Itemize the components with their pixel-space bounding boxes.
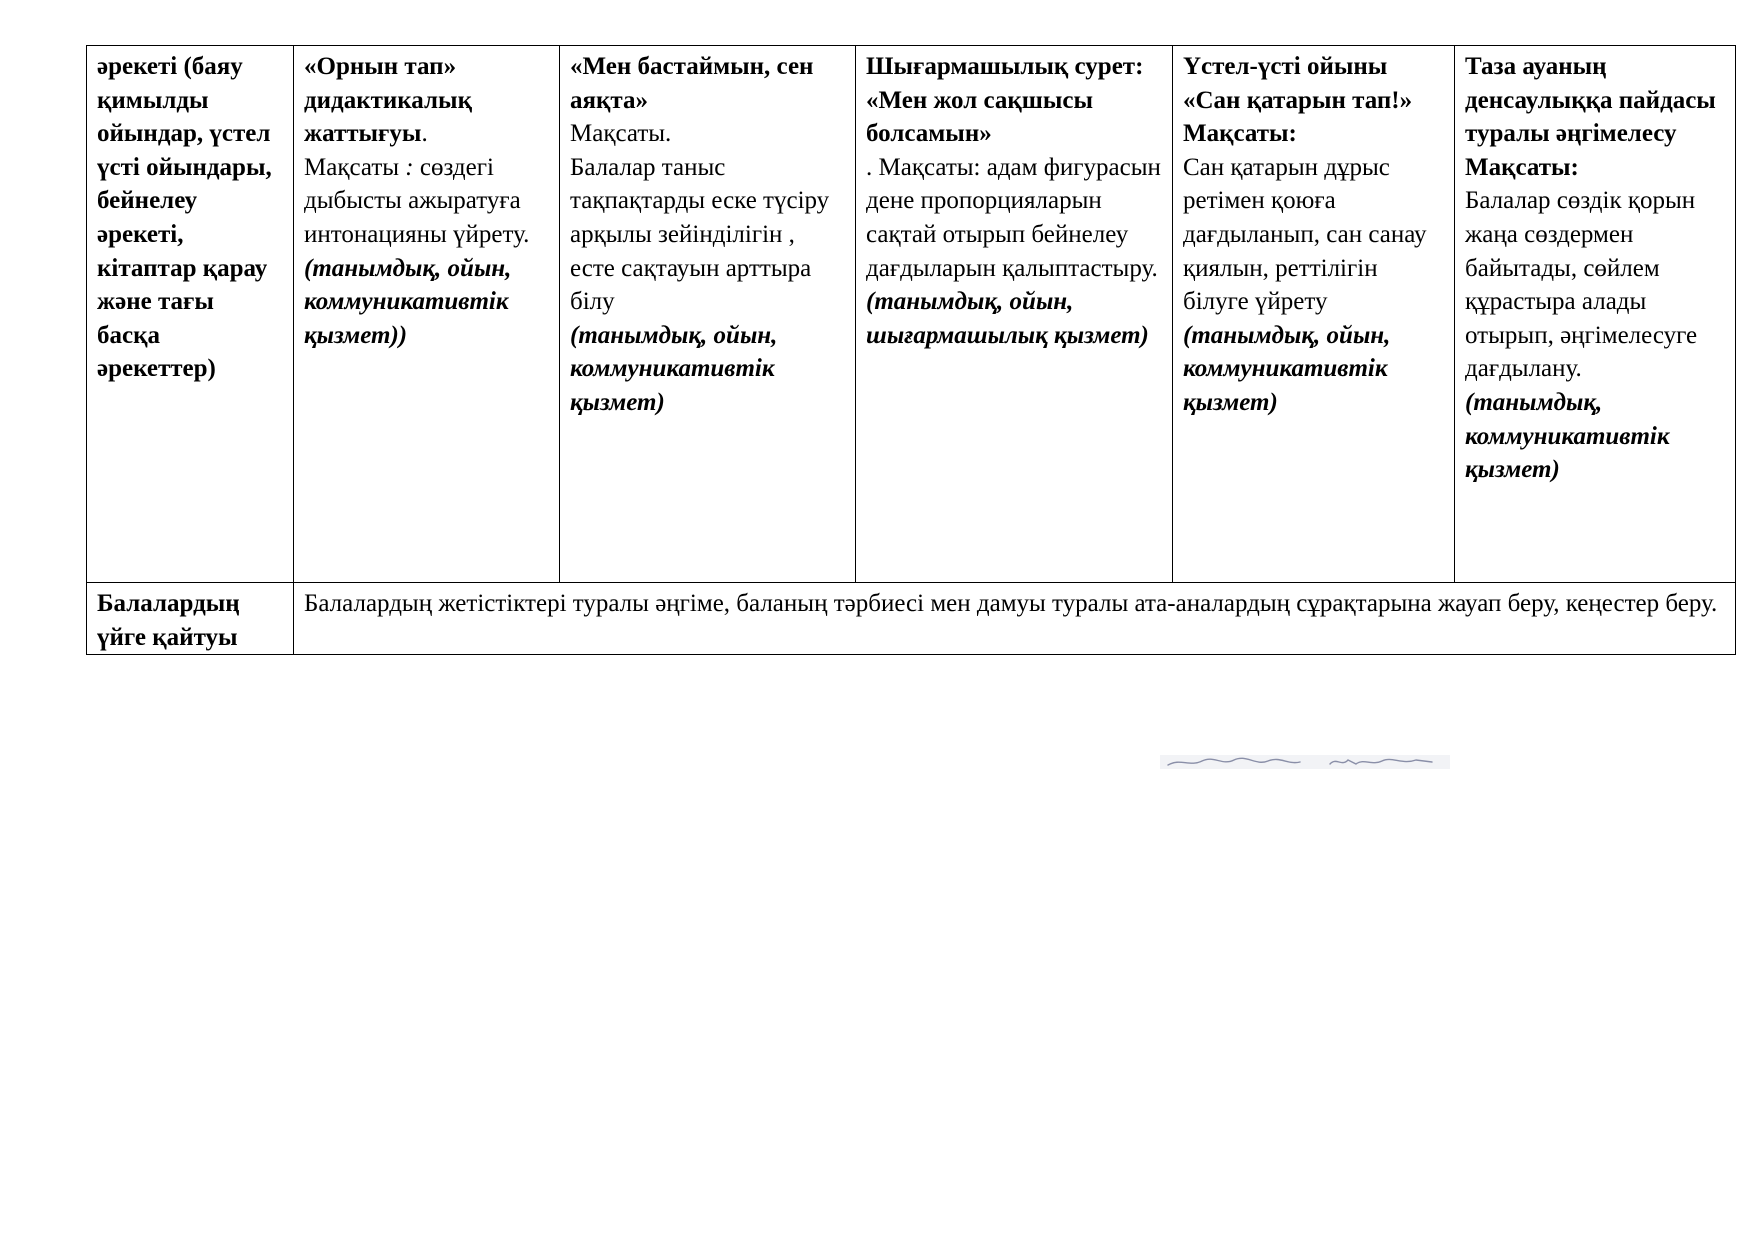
activity-title-end: . (421, 120, 428, 148)
activity-goal-label: Мақсаты: (1465, 153, 1579, 181)
activity-goal-label: Мақсаты. (570, 120, 672, 148)
activity-tags: (танымдық, ойын, коммуникативтік қызмет) (1183, 321, 1391, 416)
plan-table (86, 45, 1736, 655)
activity-type-cell (87, 46, 294, 583)
activity-goal-text: сөздегі дыбысты ажыратуға интонацияны үйрету. (304, 153, 530, 248)
departure-label: Балалардың үйге қайтуы (97, 590, 240, 651)
activity-title: Таза ауаның денсаулыққа пайдасы туралы әңгімелесу (1465, 53, 1716, 148)
activity-cell-4 (1173, 46, 1455, 583)
table-row (87, 583, 1736, 655)
activity-title: Шығармашылық сурет: «Мен жол сақшысы болсамын» (866, 53, 1144, 148)
departure-text-cell (294, 583, 1736, 655)
activity-cell-3 (856, 46, 1173, 583)
activity-cell-2 (560, 46, 856, 583)
activity-goal-text: . Мақсаты: адам фигурасын дене пропорцияларын сақтай отырып бейнелеу дағдыларын қалыптастыру. (866, 153, 1161, 282)
activity-title: «Орнын тап» дидактикалық жаттығуы (304, 53, 472, 148)
activity-goal-colon: : (399, 153, 414, 181)
activity-title: Үстел-үсті ойыны «Сан қатарын тап!» (1183, 53, 1413, 114)
activity-tags: (танымдық, ойын, коммуникативтік қызмет)) (304, 254, 512, 349)
activity-cell-5 (1455, 46, 1736, 583)
activity-tags: (танымдық, ойын, коммуникативтік қызмет) (570, 321, 778, 416)
activity-tags: (танымдық, ойын, шығармашылық қызмет) (866, 288, 1149, 349)
table-row (87, 46, 1736, 583)
activity-goal-label: Мақсаты: (1183, 120, 1297, 148)
activity-tags: (танымдық, коммуникативтік қызмет) (1465, 388, 1670, 484)
departure-text: Балалардың жетістіктері туралы әңгіме, баланың тәрбиесі мен дамуы туралы ата-аналардың сұрақтарына жауап беру, кеңестер беру. (304, 590, 1718, 617)
activity-goal-text: Балалар таныс тақпақтарды еске түсіру арқылы зейінділігін , есте сақтауын арттыра білу (570, 153, 830, 316)
handwritten-signature (1160, 752, 1450, 772)
activity-type-label: әрекеті (баяу қимылды ойындар, үстел үсті ойындары, бейнелеу әрекеті, кітаптар қарау және тағы басқа әрекеттер) (97, 53, 272, 383)
activity-cell-1 (294, 46, 560, 583)
activity-goal-text: Балалар сөздік қорын жаңа сөздермен байытады, сөйлем құрастыра алады отырып, әңгімелесуге дағдылану. (1465, 187, 1698, 383)
departure-label-cell (87, 583, 294, 655)
activity-goal-label: Мақсаты (304, 153, 400, 181)
activity-goal-text: Сан қатарын дұрыс ретімен қоюға дағдыланып, сан санау қиялын, реттілігін білуге үйрету (1183, 153, 1427, 316)
activity-title: «Мен бастаймын, сен аяқта» (570, 53, 814, 114)
